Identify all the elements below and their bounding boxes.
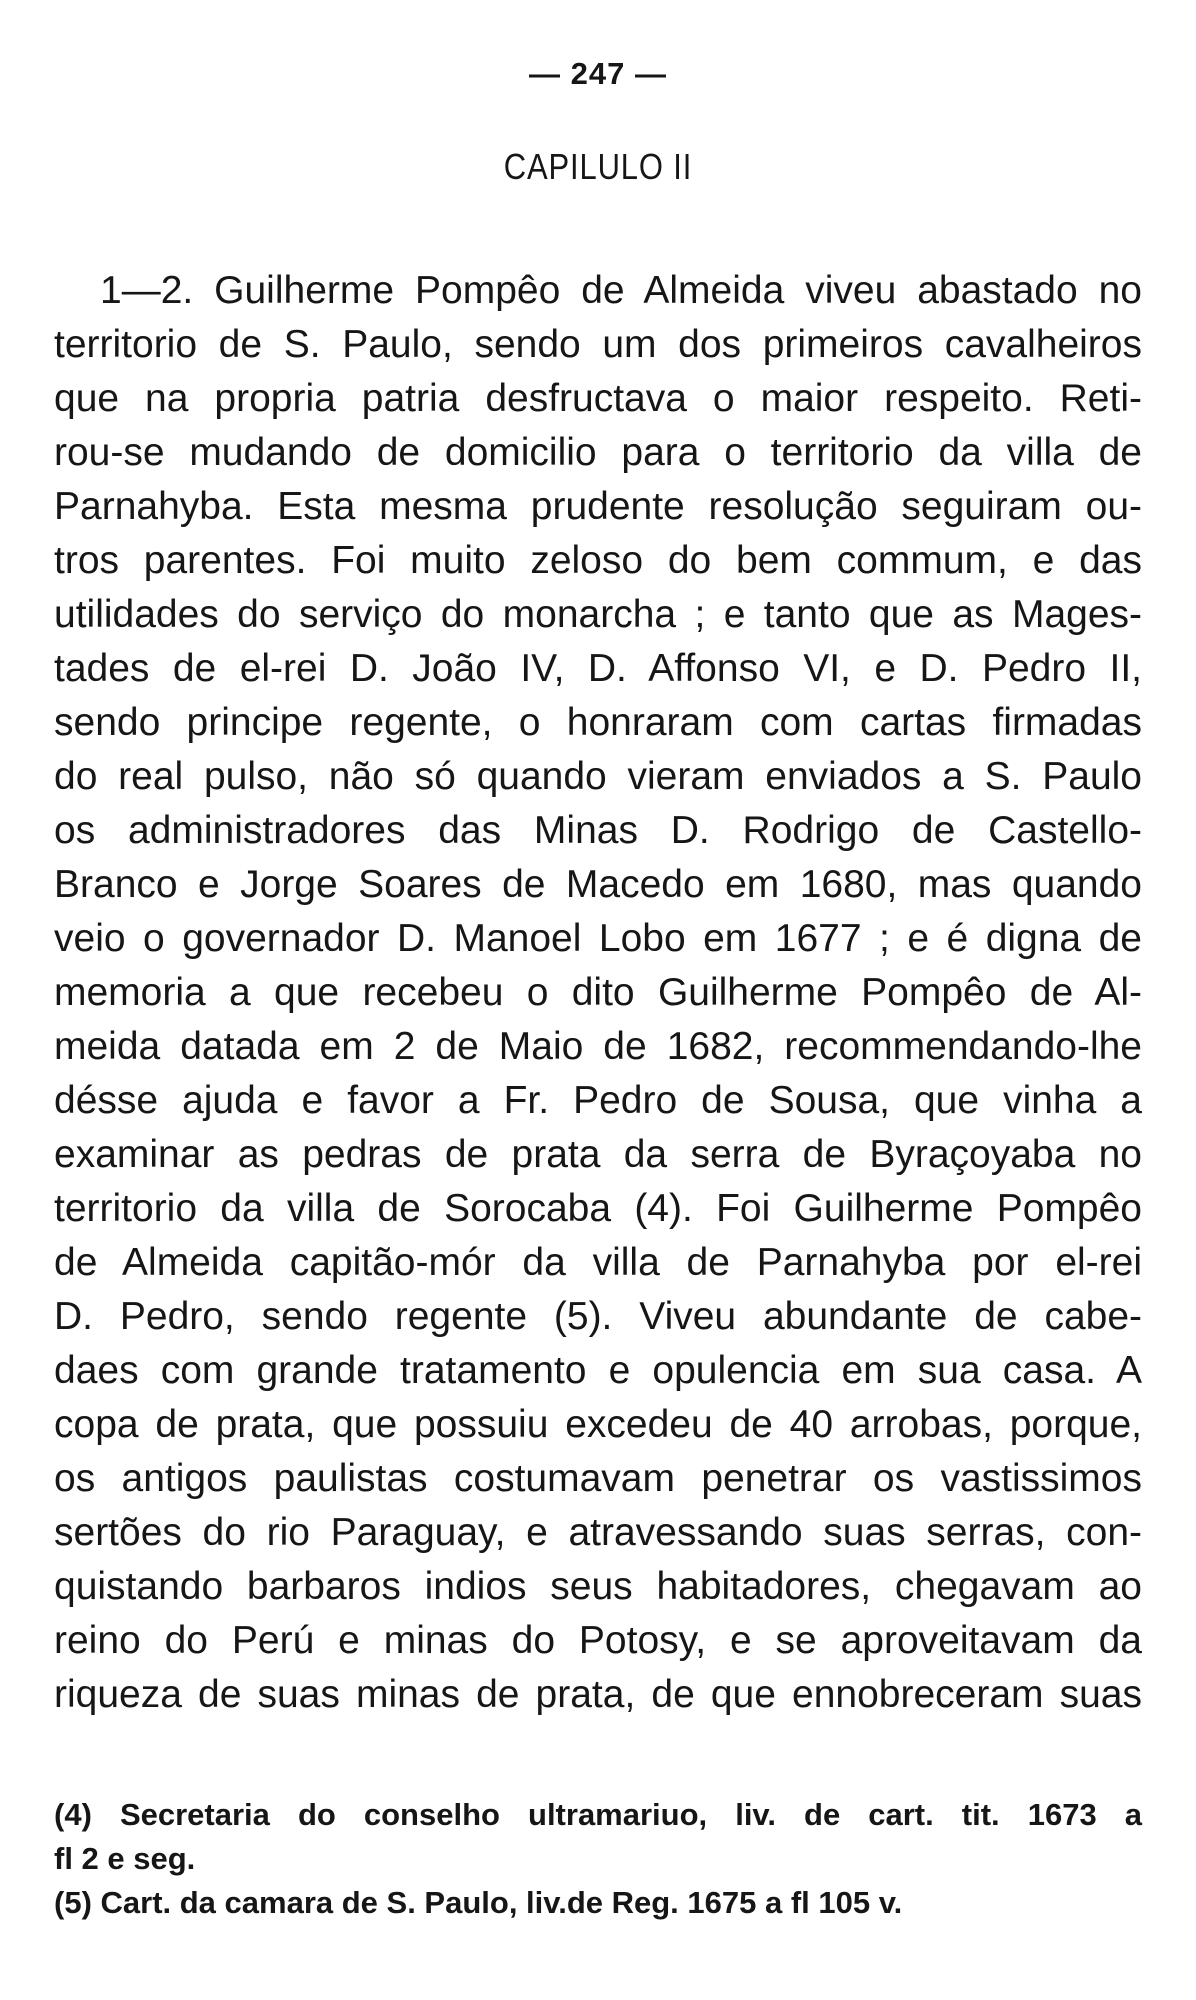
text-line: D. Pedro, sendo regente (5). Viveu abundante de cabe- — [54, 1295, 1142, 1338]
text-line: examinar as pedras de prata da serra de Byraçoyaba no — [54, 1133, 1142, 1176]
text-line: territorio de S. Paulo, sendo um dos primeiros cavalheiros — [54, 323, 1142, 366]
footnote-5: (5) Cart. da camara de S. Paulo, liv.de Reg. 1675 a fl 105 v. — [54, 1885, 903, 1920]
text-line: tades de el-rei D. João IV, D. Affonso VI, e D. Pedro II, — [54, 647, 1142, 690]
text-line: tros parentes. Foi muito zeloso do bem commum, e das — [54, 539, 1142, 582]
text-line: veio o governador D. Manoel Lobo em 1677 ; e é digna de — [54, 917, 1142, 960]
text-line: 1—2. Guilherme Pompêo de Almeida viveu abastado no — [100, 269, 1142, 312]
text-line: reino do Perú e minas do Potosy, e se aproveitavam da — [54, 1619, 1142, 1662]
text-line: riqueza de suas minas de prata, de que ennobreceram suas — [54, 1673, 1142, 1716]
text-line: quistando barbaros indios seus habitadores, chegavam ao — [54, 1565, 1142, 1608]
text-line: sendo principe regente, o honraram com cartas firmadas — [54, 701, 1142, 744]
footnote-4: (4) Secretaria do conselho ultramariuo, liv. de cart. tit. 1673 a — [54, 1797, 1142, 1832]
footnote-4-continued: fl 2 e seg. — [54, 1841, 196, 1876]
text-line: do real pulso, não só quando vieram enviados a S. Paulo — [54, 755, 1142, 798]
text-line: Parnahyba. Esta mesma prudente resolução seguiram ou- — [54, 485, 1142, 528]
body-text — [54, 264, 1142, 1722]
text-line: daes com grande tratamento e opulencia em sua casa. A — [54, 1349, 1142, 1392]
text-line: que na propria patria desfructava o maior respeito. Reti- — [54, 377, 1142, 420]
text-line: os administradores das Minas D. Rodrigo de Castello- — [54, 809, 1142, 852]
text-line: os antigos paulistas costumavam penetrar os vastissimos — [54, 1457, 1142, 1500]
text-line: sertões do rio Paraguay, e atravessando suas serras, con- — [54, 1511, 1142, 1554]
text-line: utilidades do serviço do monarcha ; e tanto que as Mages- — [54, 593, 1142, 636]
text-line: rou-se mudando de domicilio para o territorio da villa de — [54, 431, 1142, 474]
text-line: de Almeida capitão-mór da villa de Parnahyba por el-rei — [54, 1241, 1142, 1284]
text-line: territorio da villa de Sorocaba (4). Foi Guilherme Pompêo — [54, 1187, 1142, 1230]
text-line: désse ajuda e favor a Fr. Pedro de Sousa, que vinha a — [54, 1079, 1142, 1122]
page-number: — 247 — — [529, 56, 667, 91]
text-line: copa de prata, que possuiu excedeu de 40 arrobas, porque, — [54, 1403, 1142, 1446]
footnotes — [54, 1793, 1142, 1925]
text-line: memoria a que recebeu o dito Guilherme Pompêo de Al- — [54, 971, 1142, 1014]
text-line: Branco e Jorge Soares de Macedo em 1680, mas quando — [54, 863, 1142, 906]
text-line: meida datada em 2 de Maio de 1682, recommendando-lhe — [54, 1025, 1142, 1068]
chapter-title: CAPILULO II — [503, 146, 693, 187]
